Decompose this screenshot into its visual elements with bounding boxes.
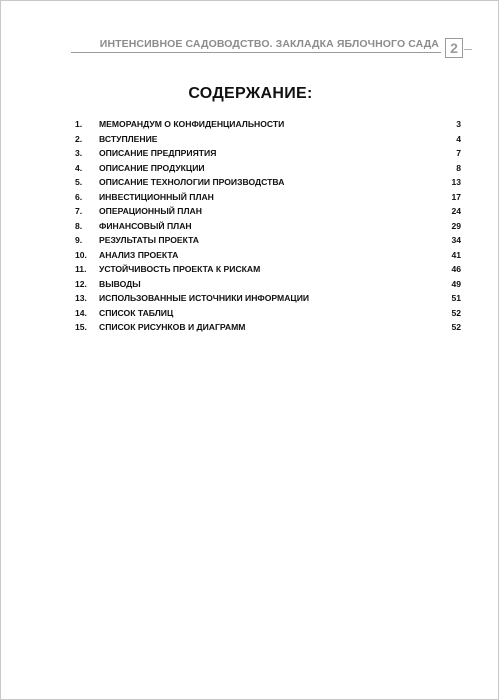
toc-item-number: 2. (75, 133, 83, 144)
toc-item-label: СПИСОК РИСУНКОВ И ДИАГРАММ (99, 322, 246, 332)
toc-item-page: 17 (451, 191, 461, 202)
toc-item-label: ОПЕРАЦИОННЫЙ ПЛАН (99, 206, 202, 216)
toc-item[interactable] (75, 117, 461, 132)
toc-item[interactable] (75, 248, 461, 263)
toc-item-number: 7. (75, 206, 83, 216)
toc-item-page: 49 (451, 278, 461, 289)
toc-item-number: 8. (75, 220, 83, 231)
table-of-contents (75, 117, 461, 335)
header-title: ИНТЕНСИВНОЕ САДОВОДСТВО. ЗАКЛАДКА ЯБЛОЧНОГО САДА (99, 38, 439, 50)
running-header (71, 37, 441, 53)
page-number: 2 (445, 38, 463, 58)
toc-item-label: ВСТУПЛЕНИЕ (99, 133, 158, 144)
page-number-decoration (464, 49, 472, 50)
toc-item[interactable] (75, 277, 461, 292)
toc-item-number: 14. (75, 307, 87, 318)
toc-item-page: 7 (456, 148, 461, 158)
toc-item[interactable] (75, 190, 461, 205)
toc-item-page: 4 (456, 133, 461, 144)
toc-title: СОДЕРЖАНИЕ: (188, 85, 313, 102)
toc-item-label: АНАЛИЗ ПРОЕКТА (99, 249, 179, 260)
toc-item-label: ОПИСАНИЕ ПРОДУКЦИИ (99, 162, 205, 173)
toc-item[interactable] (75, 161, 461, 176)
toc-item-label: ФИНАНСОВЫЙ ПЛАН (99, 220, 192, 231)
toc-item[interactable] (75, 233, 461, 248)
toc-item[interactable] (75, 306, 461, 321)
toc-item-number: 9. (75, 235, 83, 245)
toc-item-number: 13. (75, 293, 87, 303)
toc-item-page: 8 (456, 162, 461, 173)
toc-item-label: ВЫВОДЫ (99, 278, 141, 289)
toc-item-page: 3 (456, 119, 461, 129)
toc-item[interactable] (75, 262, 461, 277)
toc-item[interactable] (75, 204, 461, 219)
toc-item-page: 24 (451, 206, 461, 216)
toc-item-page: 34 (451, 235, 461, 245)
toc-item-number: 3. (75, 148, 83, 158)
toc-item-label: УСТОЙЧИВОСТЬ ПРОЕКТА К РИСКАМ (99, 264, 261, 274)
toc-item-label: ИНВЕСТИЦИОННЫЙ ПЛАН (99, 191, 214, 202)
toc-item-page: 51 (451, 293, 461, 303)
toc-item-number: 12. (75, 278, 87, 289)
toc-item-label: ОПИСАНИЕ ПРЕДПРИЯТИЯ (99, 148, 217, 158)
toc-item-page: 52 (451, 307, 461, 318)
toc-item-page: 41 (451, 249, 461, 260)
toc-item-number: 10. (75, 249, 87, 260)
toc-item[interactable] (75, 219, 461, 234)
toc-item-number: 15. (75, 322, 87, 332)
toc-item-page: 29 (451, 220, 461, 231)
toc-item[interactable] (75, 146, 461, 161)
toc-item[interactable] (75, 320, 461, 335)
toc-item-number: 4. (75, 162, 83, 173)
toc-item-page: 13 (451, 177, 461, 187)
toc-item-number: 6. (75, 191, 83, 202)
toc-item-label: МЕМОРАНДУМ О КОНФИДЕНЦИАЛЬНОСТИ (99, 119, 285, 129)
toc-item-label: РЕЗУЛЬТАТЫ ПРОЕКТА (99, 235, 199, 245)
toc-item-label: ОПИСАНИЕ ТЕХНОЛОГИИ ПРОИЗВОДСТВА (99, 177, 285, 187)
toc-item-number: 1. (75, 119, 83, 129)
toc-item[interactable] (75, 132, 461, 147)
toc-item-number: 11. (75, 264, 87, 274)
toc-item-label: СПИСОК ТАБЛИЦ (99, 307, 174, 318)
toc-item[interactable] (75, 291, 461, 306)
toc-item-number: 5. (75, 177, 83, 187)
toc-item-page: 52 (451, 322, 461, 332)
toc-item-page: 46 (451, 264, 461, 274)
toc-item[interactable] (75, 175, 461, 190)
toc-item-label: ИСПОЛЬЗОВАННЫЕ ИСТОЧНИКИ ИНФОРМАЦИИ (99, 293, 310, 303)
